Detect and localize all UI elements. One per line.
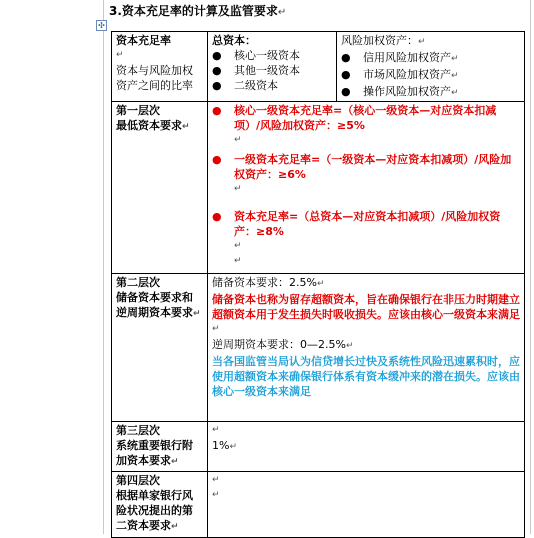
tier1-requirements-cell: ● 核心一级资本充足率=（核心一级资本—对应资本扣减项）/风险加权资产：≥5% ↵ ● 一级资本充足率=（一级资本—对应资本扣减项）/风险加权资产：≥6% ↵ ● 资本充足率=（总资本—对应资本扣减项）/风险加权资产：≥8% ↵ ↵	[208, 102, 525, 274]
red-bullet-icon: ●	[212, 104, 222, 117]
total-capital-cell	[208, 32, 337, 102]
reserve-capital-description: 储备资本也称为留存超额资本，旨在确保银行在非压力时期建立超额资本用于发生损失时吸收损失。应该由核心一级资本来满足	[212, 293, 520, 321]
table-row-definition	[112, 32, 525, 102]
tier4-value-cell: ↵ ↵	[208, 472, 525, 538]
risk-weighted-assets-cell	[337, 32, 525, 102]
total-capital-title: 总资本：	[212, 34, 256, 47]
countercyclical-description: 当各国监管当局认为信贷增长过快及系统性风险迅速累积时，应使用超额资本来确保银行体系有资本缓冲来的潜在损失。应该由核心一级资本来满足	[212, 355, 520, 398]
list-item: ● 核心一级资本	[212, 49, 300, 62]
paragraph-mark: ↵	[277, 7, 287, 18]
section-heading-text: 3.资本充足率的计算及监管要求	[109, 4, 278, 18]
reserve-capital-label: 储备资本要求：2.5%↵	[212, 276, 325, 289]
tier3-title: 系统重要银行附加资本要求↵	[116, 439, 193, 467]
table-row-tier1	[112, 102, 525, 274]
bullet-icon: ●	[341, 85, 351, 98]
total-capital-ratio: 资本充足率=（总资本—对应资本扣减项）/风险加权资产：≥8%	[234, 210, 501, 238]
bullet-icon: ●	[212, 79, 222, 92]
page-margin-right	[530, 0, 531, 534]
tier1-title-cell: 第一层次 最低资本要求↵	[112, 102, 208, 274]
table-row-tier3	[112, 422, 525, 472]
list-item: ● 其他一级资本	[212, 64, 300, 77]
page-margin-left	[103, 0, 104, 534]
red-bullet-icon: ●	[212, 210, 222, 223]
bullet-icon: ●	[212, 64, 222, 77]
paragraph-mark: ↵	[116, 50, 124, 60]
red-bullet-icon: ●	[212, 153, 222, 166]
bullet-icon: ●	[341, 68, 351, 81]
systemic-surcharge-value: 1%↵	[212, 439, 237, 452]
bullet-icon: ●	[341, 51, 351, 64]
risk-assets-title: 风险加权资产：↵	[341, 34, 426, 47]
ratio-title: 资本充足率	[116, 34, 171, 47]
tier1-title: 最低资本要求↵	[116, 119, 190, 132]
section-heading	[109, 2, 286, 19]
tier3-title-cell: 第三层次 系统重要银行附加资本要求↵	[112, 422, 208, 472]
bullet-icon: ●	[212, 49, 222, 62]
tier4-title: 根据单家银行风险状况提出的第二资本要求↵	[116, 489, 193, 532]
tier3-value-cell: ↵ 1%↵	[208, 422, 525, 472]
capital-adequacy-table	[111, 31, 525, 538]
table-row-tier4	[112, 472, 525, 538]
tier2-requirements-cell: 储备资本要求：2.5%↵ 储备资本也称为留存超额资本，旨在确保银行在非压力时期建立超额资本用于发生损失时吸收损失。应该由核心一级资本来满足 ↵ 逆周期资本要求：0—2.5%↵ 当各国监管当局认为信贷增长过快及系统性风险迅速累积时，应使用超额资本来确保银行体系有资本缓冲来的潜在损失。应该由核心一级资本来满足	[208, 274, 525, 422]
core-tier1-ratio: 核心一级资本充足率=（核心一级资本—对应资本扣减项）/风险加权资产：≥5%	[234, 104, 497, 132]
list-item: ● 市场风险加权资产↵	[341, 68, 459, 81]
ratio-description: 资本与风险加权资产之间的比率	[116, 64, 193, 92]
countercyclical-label: 逆周期资本要求：0—2.5%↵	[212, 338, 354, 351]
tier2-title-cell: 第二层次 储备资本要求和逆周期资本要求↵	[112, 274, 208, 422]
definition-cell	[112, 32, 208, 102]
tier2-title: 储备资本要求和逆周期资本要求↵	[116, 291, 201, 319]
tier1-ratio: 一级资本充足率=（一级资本—对应资本扣减项）/风险加权资产：≥6%	[234, 153, 512, 181]
table-row-tier2	[112, 274, 525, 422]
table-move-handle-icon[interactable]: ✣	[96, 20, 107, 31]
list-item: ● 二级资本	[212, 79, 278, 92]
list-item: ● 信用风险加权资产↵	[341, 51, 459, 64]
tier4-title-cell: 第四层次 根据单家银行风险状况提出的第二资本要求↵	[112, 472, 208, 538]
list-item: ● 操作风险加权资产↵	[341, 85, 459, 98]
